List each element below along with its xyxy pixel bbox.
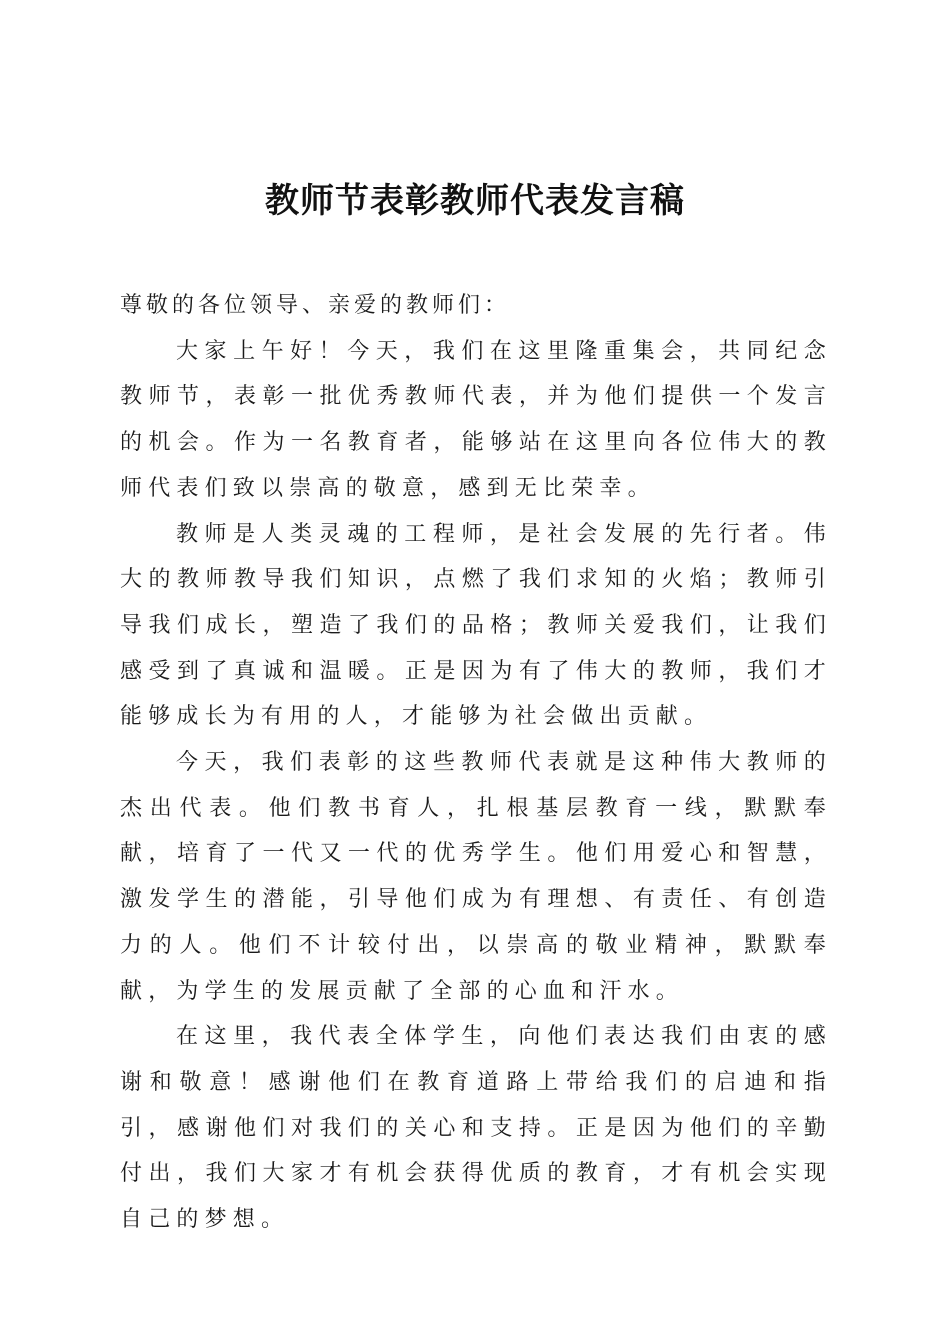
paragraph-greeting: 大家上午好！今天，我们在这里隆重集会，共同纪念教师节，表彰一批优秀教师代表，并为他们提供一个发言的机会。作为一名教育者，能够站在这里向各位伟大的教师代表们致以崇高的敬意，感到无比荣幸。 <box>120 338 832 501</box>
salutation: 尊敬的各位领导、亲爱的教师们： <box>120 293 511 318</box>
paragraph-thanks: 在这里，我代表全体学生，向他们表达我们由衷的感谢和敬意！感谢他们在教育道路上带给我们的启迪和指引，感谢他们对我们的关心和支持。正是因为他们的辛勤付出，我们大家才有机会获得优质的教育，才有机会实现自己的梦想。 <box>120 1024 832 1233</box>
paragraph-teacher-role: 教师是人类灵魂的工程师，是社会发展的先行者。伟大的教师教导我们知识，点燃了我们求知的火焰；教师引导我们成长，塑造了我们的品格；教师关爱我们，让我们感受到了真诚和温暖。正是因为有了伟大的教师，我们才能够成长为有用的人，才能够为社会做出贡献。 <box>120 521 832 730</box>
paragraph-honorees: 今天，我们表彰的这些教师代表就是这种伟大教师的杰出代表。他们教书育人，扎根基层教育一线，默默奉献，培育了一代又一代的优秀学生。他们用爱心和智慧，激发学生的潜能，引导他们成为有理想、有责任、有创造力的人。他们不计较付出，以崇高的敬业精神，默默奉献，为学生的发展贡献了全部的心血和汗水。 <box>120 750 832 1004</box>
document-title: 教师节表彰教师代表发言稿 <box>265 181 685 221</box>
document-body <box>120 283 832 1243</box>
